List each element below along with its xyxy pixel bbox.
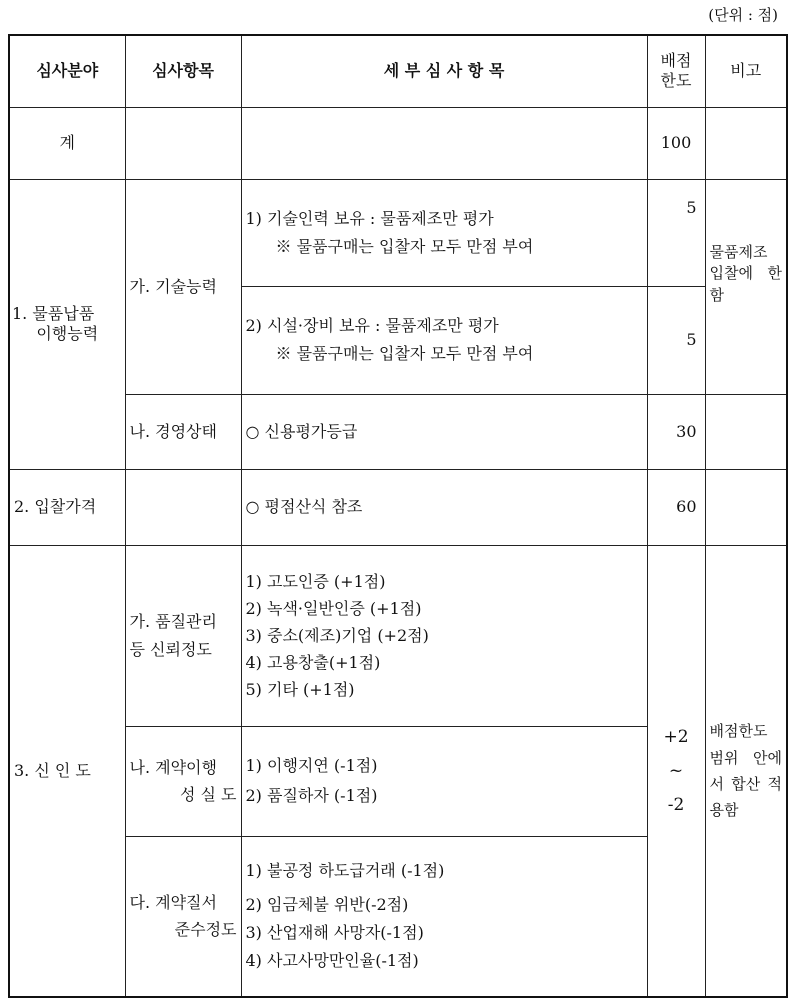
section2-detail: ○ 평점산식 참조 [241,469,647,545]
header-limit-line2: 한도 [660,71,692,91]
section3-remark: 배점한도 범위 안에서 합산 적용함 [709,722,782,819]
section1-b-detail: ○ 신용평가등급 [241,394,647,469]
a1-value: 5 [647,179,705,286]
section3-c-detail-2: 2) 임금체불 위반(-2점) [245,895,409,915]
a1-line1: 1) 기술인력 보유 : 물품제조만 평가 [245,208,494,228]
total-label: 계 [9,107,125,179]
empty-cell [705,107,787,179]
section3-item-a-line2: 등 신뢰정도 [129,639,212,659]
header-detail: 세 부 심 사 항 목 [241,35,647,107]
section3-a-detail-3: 3) 중소(제조)기업 (+2점) [245,625,429,645]
section1-field-line1: 1. 물품납품 [12,304,95,323]
section3-item-c-line2: 준수정도 [174,920,237,940]
unit-label: (단위 : 점) [708,6,778,24]
a1-line2: ※ 물품구매는 입찰자 모두 만점 부여 [275,236,534,256]
a2-value: 5 [647,286,705,394]
section3-item-a [125,545,241,726]
empty-cell [241,107,647,179]
header-limit [647,35,705,107]
a2-line1: 2) 시설·장비 보유 : 물품제조만 평가 [245,316,499,335]
section3-range [647,545,705,997]
total-row [9,107,787,179]
section1-row-a1 [9,179,787,286]
section3-item-b-line2: 성 실 도 [179,785,237,804]
empty-cell [125,469,241,545]
range-mid: ~ [668,760,684,781]
section3-a-detail-1: 1) 고도인증 (+1점) [245,571,386,591]
section3-row-a [9,545,787,726]
section3-item-b [125,726,241,836]
section3-c-detail-3: 3) 산업재해 사망자(-1점) [245,923,424,943]
section2-field: 2. 입찰가격 [9,469,125,545]
section1-item-a: 가. 기술능력 [125,179,241,394]
section2-row [9,469,787,545]
section3-a-details [241,545,647,726]
section1-a1-detail [241,179,647,286]
section3-a-detail-4: 4) 고용창출(+1점) [245,653,381,673]
header-limit-line1: 배점 [660,51,692,71]
empty-cell [705,469,787,545]
section3-a-detail-2: 2) 녹색·일반인증 (+1점) [245,598,422,618]
header-field: 심사분야 [9,35,125,107]
total-value: 100 [647,107,705,179]
range-top: +2 [663,726,689,747]
scoring-table [8,34,788,998]
section1-item-b: 나. 경영상태 [125,394,241,469]
header-row [9,35,787,107]
empty-cell [125,107,241,179]
header-remark: 비고 [705,35,787,107]
section1-a-remark-cell [705,179,787,394]
section1-row-b [9,394,787,469]
section3-c-detail-1: 1) 불공정 하도급거래 (-1점) [245,861,445,881]
section3-b-detail-2: 2) 품질하자 (-1점) [245,786,378,805]
a2-line2: ※ 물품구매는 입찰자 모두 만점 부여 [275,344,534,363]
section1-a2-detail [241,286,647,394]
range-bottom: -2 [667,794,685,815]
empty-cell [705,394,787,469]
section3-c-detail-4: 4) 사고사망만인율(-1점) [245,951,419,971]
section1-a-remark: 물품제조 입찰에 한함 [709,242,782,304]
section2-value: 60 [647,469,705,545]
section3-item-a-line1: 가. 품질관리 [129,612,217,632]
section3-b-details [241,726,647,836]
section3-c-details [241,836,647,997]
section3-item-c [125,836,241,997]
scoring-table-wrapper [8,34,786,996]
section3-item-c-line1: 다. 계약질서 [129,893,217,913]
section1-field [9,179,125,469]
section3-a-detail-5: 5) 기타 (+1점) [245,680,355,700]
header-item: 심사항목 [125,35,241,107]
section3-item-b-line1: 나. 계약이행 [129,757,217,777]
section3-b-detail-1: 1) 이행지연 (-1점) [245,756,378,776]
section3-remark-cell [705,545,787,997]
b-value: 30 [647,394,705,469]
section3-field: 3. 신 인 도 [9,545,125,997]
section1-field-line2: 이행능력 [36,324,99,343]
